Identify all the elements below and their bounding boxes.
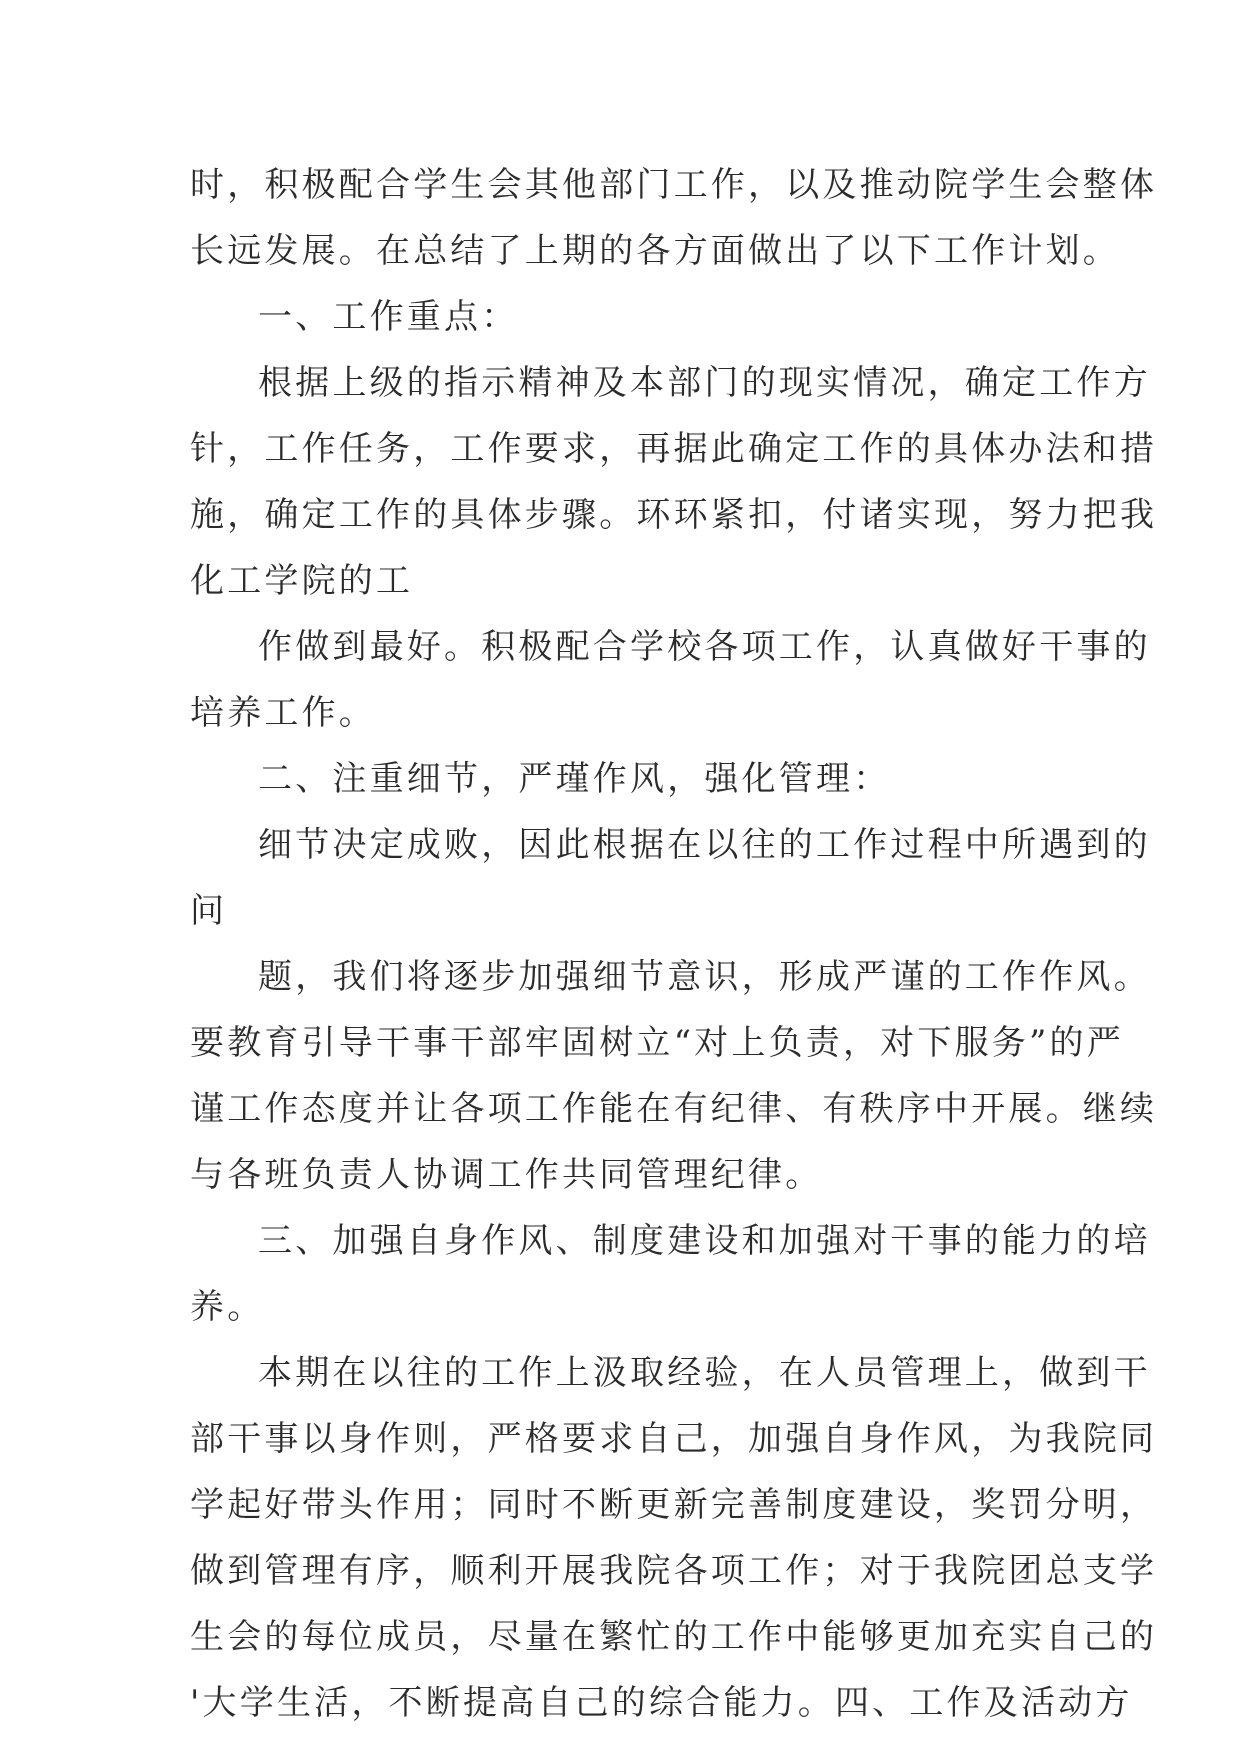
text-line: 养。: [190, 1287, 265, 1327]
section-heading: 三、加强自身作风、制度建设和加强对干事的能力的培: [258, 1221, 1151, 1261]
text-line: 生会的每位成员，尽量在繁忙的工作中能够更加充实自己的: [190, 1617, 1158, 1657]
text-line: 根据上级的指示精神及本部门的现实情况，确定工作方: [258, 363, 1151, 403]
text-line: 与各班负责人协调工作共同管理纪律。: [190, 1155, 823, 1195]
text-line: 谨工作态度并让各项工作能在有纪律、有秩序中开展。继续: [190, 1089, 1158, 1129]
text-line: 针，工作任务，工作要求，再据此确定工作的具体办法和措: [190, 429, 1158, 469]
text-line: 学起好带头作用；同时不断更新完善制度建设，奖罚分明，: [190, 1485, 1158, 1525]
text-line: 细节决定成败，因此根据在以往的工作过程中所遇到的: [258, 825, 1151, 865]
text-line: 本期在以往的工作上汲取经验，在人员管理上，做到干: [258, 1353, 1151, 1393]
text-line: 时，积极配合学生会其他部门工作，以及推动院学生会整体: [190, 165, 1158, 205]
text-line: 作做到最好。积极配合学校各项工作，认真做好干事的: [258, 627, 1151, 667]
section-heading: 二、注重细节，严瑾作风，强化管理：: [258, 759, 891, 799]
text-line: 长远发展。在总结了上期的各方面做出了以下工作计划。: [190, 231, 1120, 271]
section-heading: 一、工作重点：: [258, 297, 519, 337]
text-line: '大学生活，不断提高自己的综合能力。四、工作及活动方: [190, 1683, 1133, 1723]
document-body: [190, 152, 1158, 1736]
text-line: 化工学院的工: [190, 561, 414, 601]
text-line: 要教育引导干事干部牢固树立“对上负责，对下服务”的严: [190, 1023, 1124, 1063]
text-line: 题，我们将逐步加强细节意识，形成严谨的工作作风。: [258, 957, 1151, 997]
text-line: 问: [190, 891, 228, 931]
text-line: 培养工作。: [190, 693, 376, 733]
text-line: 部干事以身作则，严格要求自己，加强自身作风，为我院同: [190, 1419, 1158, 1459]
text-line: 做到管理有序，顺利开展我院各项工作；对于我院团总支学: [190, 1551, 1158, 1591]
text-line: 施，确定工作的具体步骤。环环紧扣，付诸实现，努力把我: [190, 495, 1158, 535]
